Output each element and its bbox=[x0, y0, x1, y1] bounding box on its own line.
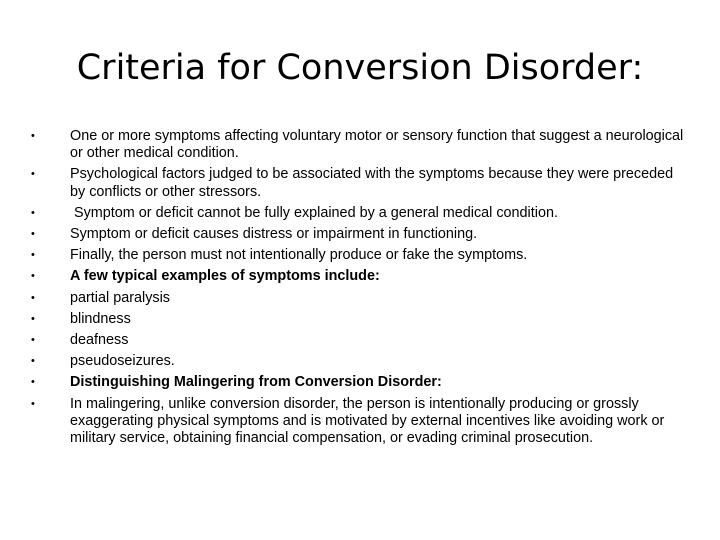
bullet-text: blindness bbox=[70, 310, 131, 327]
bullet-item bbox=[31, 268, 684, 285]
bullet-item bbox=[31, 247, 684, 264]
bullet-glyph: • bbox=[31, 270, 35, 283]
bullet-glyph: • bbox=[31, 130, 35, 142]
bullet-glyph: • bbox=[31, 291, 35, 304]
bullet-item bbox=[31, 332, 684, 349]
bullet-text: One or more symptoms affecting voluntary motor or sensory function that suggest a neurological or other medical condition. bbox=[70, 128, 688, 162]
bullet-item bbox=[31, 204, 684, 222]
bullet-heading: A few typical examples of symptoms include: bbox=[70, 268, 380, 285]
bullet-glyph: • bbox=[31, 334, 35, 347]
bullet-glyph: • bbox=[31, 355, 35, 368]
bullet-glyph: • bbox=[31, 206, 35, 219]
bullet-glyph: • bbox=[31, 397, 35, 410]
bullet-text: Finally, the person must not intentionally produce or fake the symptoms. bbox=[70, 247, 528, 264]
bullet-glyph: • bbox=[31, 168, 35, 181]
bullet-item bbox=[31, 395, 684, 448]
bullet-text: Symptom or deficit causes distress or impairment in functioning. bbox=[70, 226, 478, 243]
bullet-glyph: • bbox=[31, 228, 35, 241]
bullet-item bbox=[31, 128, 688, 162]
bullet-text: partial paralysis bbox=[70, 289, 170, 306]
bullet-text: deafness bbox=[70, 332, 129, 349]
bullet-item bbox=[31, 353, 684, 370]
bullet-text: Symptom or deficit cannot be fully explained by a general medical condition. bbox=[70, 204, 558, 221]
bullet-item bbox=[31, 289, 684, 307]
bullet-text: pseudoseizures. bbox=[70, 353, 175, 370]
bullet-glyph: • bbox=[31, 376, 35, 389]
slide-title: Criteria for Conversion Disorder: bbox=[76, 48, 644, 88]
bullet-glyph: • bbox=[31, 312, 35, 325]
bullet-text: In malingering, unlike conversion disorder, the person is intentionally producing or grossly exaggerating physical symptoms and is motivated by external incentives like avoiding work or military service, obtaining financial compensation, or evading criminal prosecution. bbox=[70, 395, 669, 447]
bullet-item bbox=[31, 310, 684, 328]
bullet-item bbox=[31, 166, 684, 200]
bullet-text: Psychological factors judged to be associated with the symptoms because they were preceded by conflicts or other stressors. bbox=[70, 166, 678, 200]
bullet-glyph: • bbox=[31, 249, 35, 262]
bullet-item bbox=[31, 374, 684, 391]
bullet-heading: Distinguishing Malingering from Conversion Disorder: bbox=[70, 374, 442, 391]
bullet-list bbox=[31, 128, 688, 451]
bullet-item bbox=[31, 226, 684, 243]
